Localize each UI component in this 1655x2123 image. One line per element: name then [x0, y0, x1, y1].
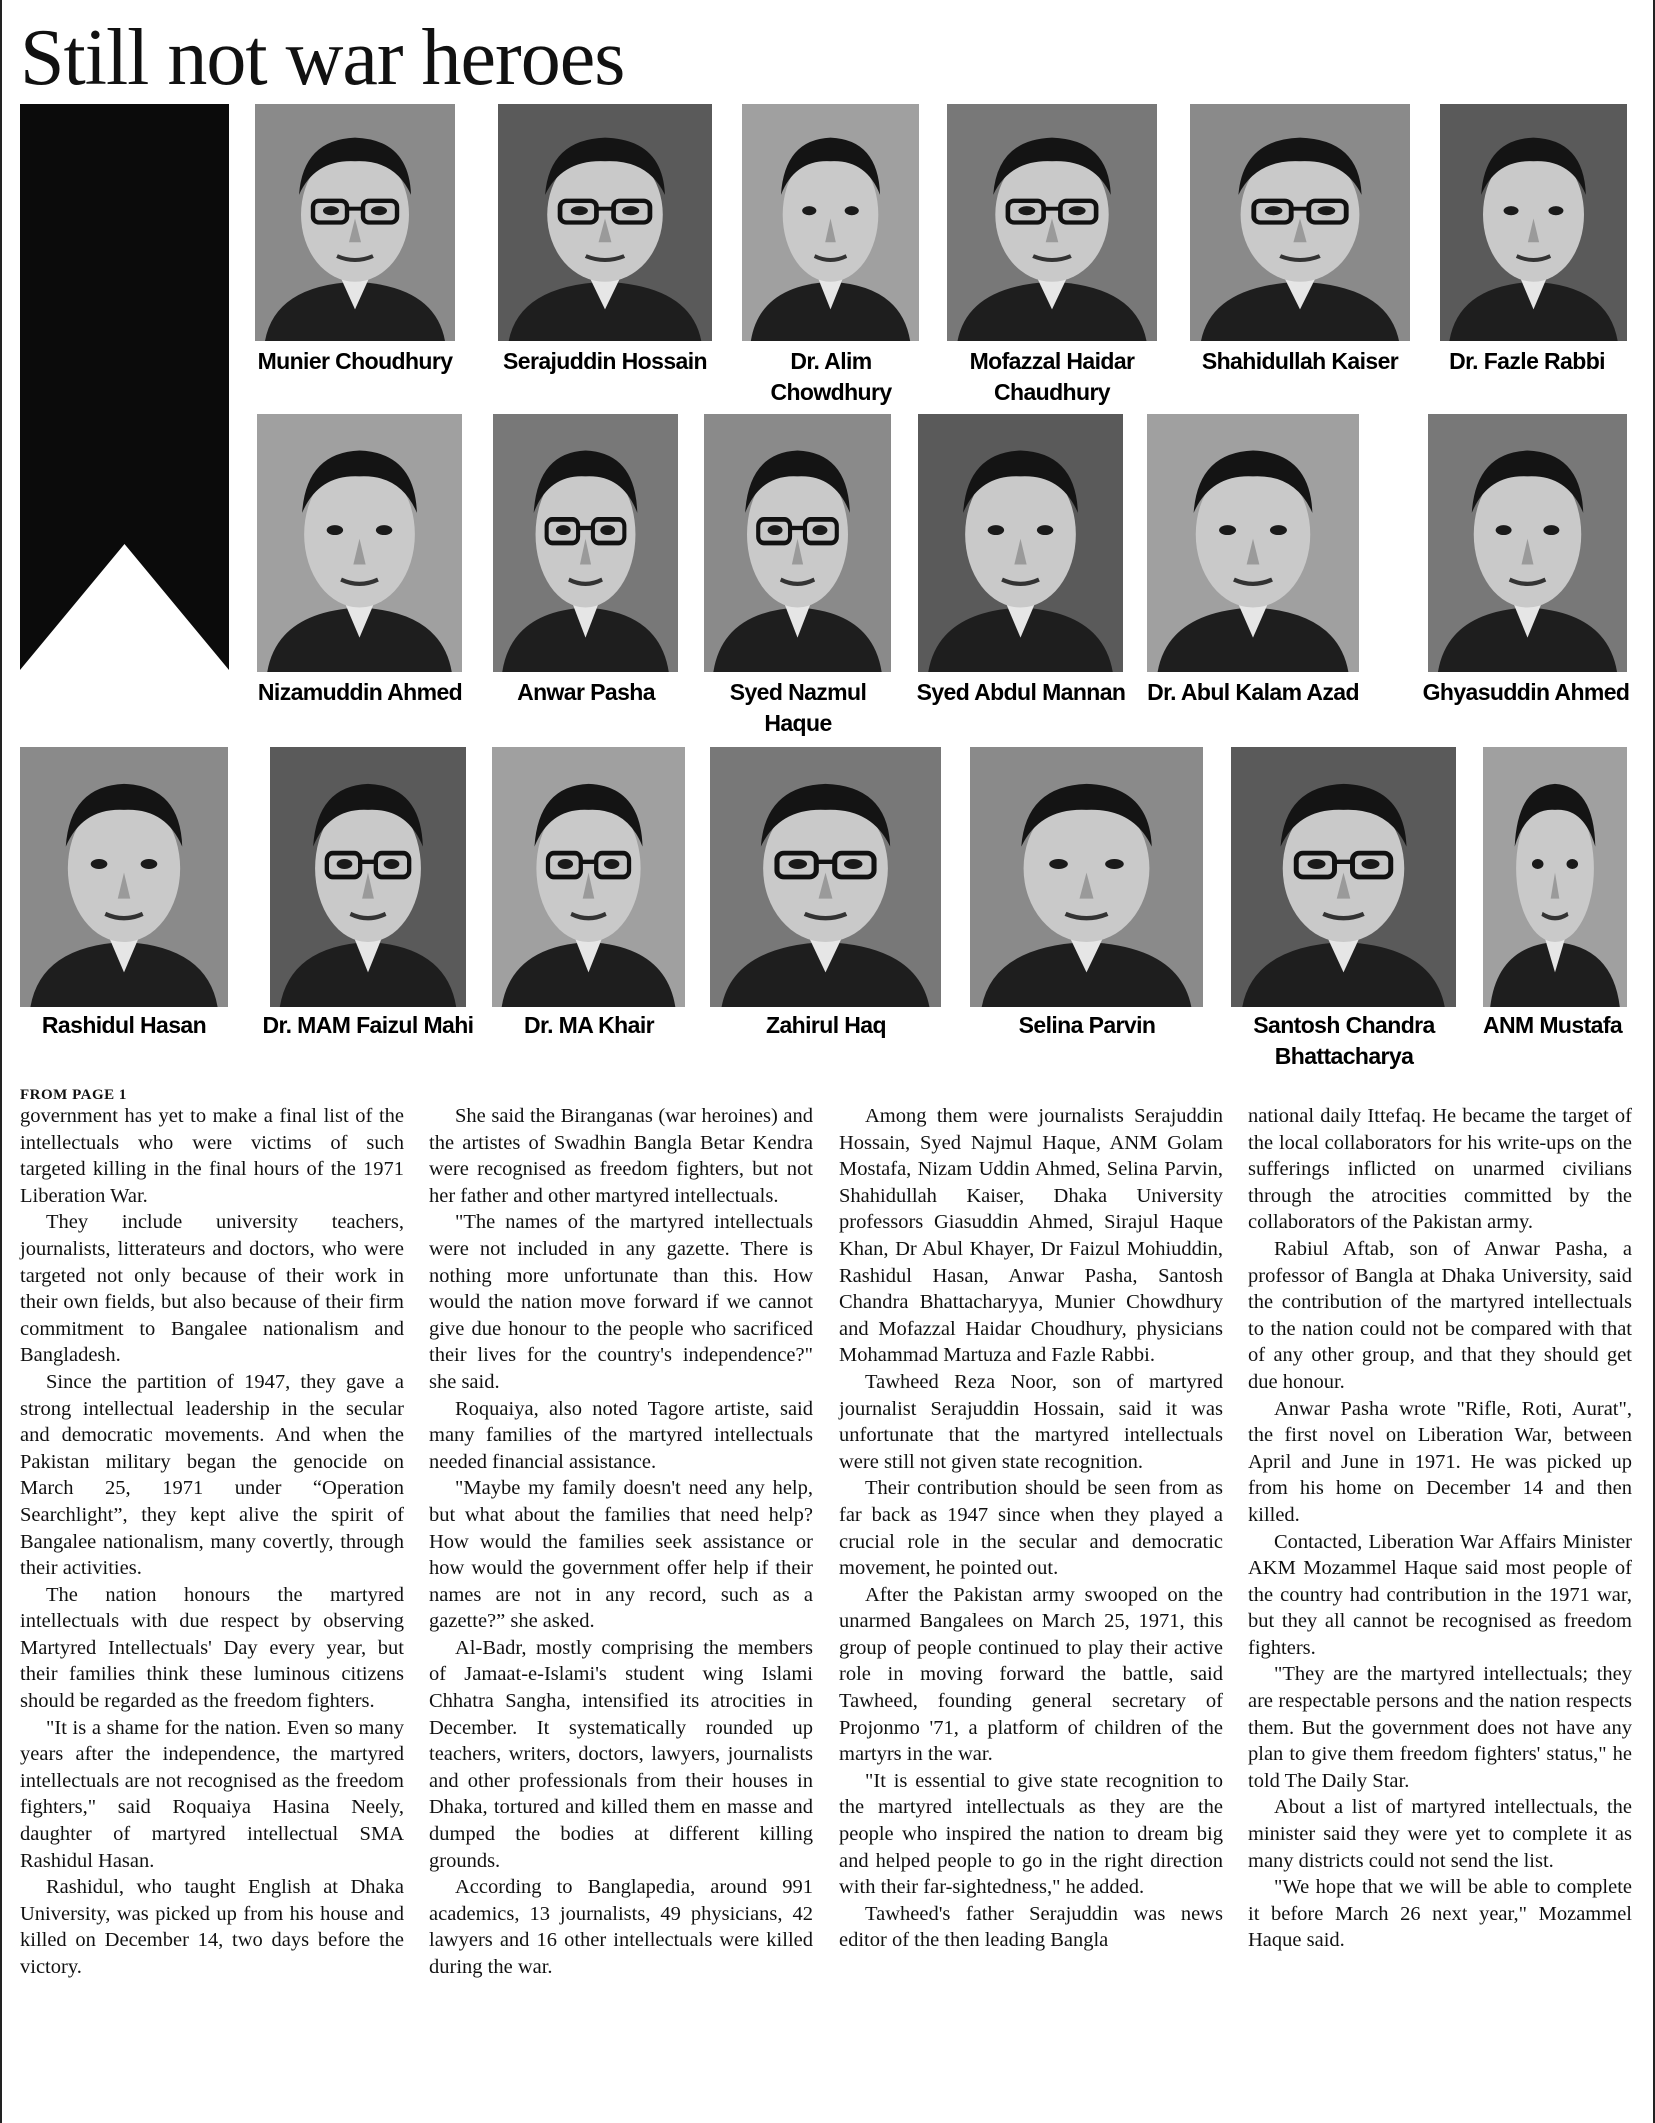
- portrait-photo: [498, 104, 712, 341]
- portrait-caption: Nizamuddin Ahmed: [257, 679, 463, 705]
- portrait-photo: [704, 414, 891, 672]
- portrait-caption: Mofazzal Haidar Chaudhury: [969, 348, 1135, 405]
- portrait-photo: [742, 104, 919, 341]
- article-paragraph: Al-Badr, mostly comprising the members of Jamaat-e-Islami's student wing Islami Chhatra Sangha, intensified its atrocities in December. It systematically rounded up teachers, writers, doctors, lawyers, journalists and other professionals from their houses in Dhaka, tortured and killed them en masse and dumped the bodies at different killing grounds.: [429, 1636, 813, 1872]
- article-paragraph: "They are the martyred intellectuals; they are respectable persons and the nation respects them. But the government does not have any plan to give them freedom fighters' status," he told The Daily Star.: [1248, 1663, 1632, 1792]
- portrait-photo: [1147, 414, 1359, 672]
- portrait-caption: Shahidullah Kaiser: [1201, 348, 1399, 374]
- article-paragraph: "We hope that we will be able to complete it before March 26 next year," Mozammel Haque said.: [1248, 1876, 1632, 1952]
- article-column: [1248, 1103, 1632, 1954]
- article-paragraph: Rashidul, who taught English at Dhaka University, was picked up from his house and killed on December 14, two days before the victory.: [20, 1876, 404, 1978]
- portrait-photo: [1440, 104, 1627, 341]
- portrait-caption: Munier Choudhury: [257, 348, 453, 374]
- portrait-caption: Selina Parvin: [1018, 1012, 1156, 1038]
- article-paragraph: Contacted, Liberation War Affairs Minister AKM Mozammel Haque said most people of the country had contribution in the 1971 war, but they all cannot be recognised as freedom fighters.: [1248, 1530, 1632, 1659]
- article-paragraph: About a list of martyred intellectuals, the minister said they were yet to complete it as many districts could not send the list.: [1248, 1796, 1632, 1872]
- portrait-photo: [257, 414, 462, 672]
- portrait-caption: Dr. Fazle Rabbi: [1449, 348, 1605, 374]
- portrait-photo: [1190, 104, 1410, 341]
- article-paragraph: government has yet to make a final list of the intellectuals who were victims of such targeted killing in the final hours of the 1971 Liberation War.: [20, 1105, 404, 1207]
- portrait-caption: Syed Nazmul Haque: [729, 679, 867, 736]
- article-column: [20, 1103, 404, 1981]
- portrait-photo: [947, 104, 1157, 341]
- article-paragraph: Their contribution should be seen from as far back as 1947 since when they played a crucial role in the secular and democratic movement, he pointed out.: [839, 1477, 1223, 1580]
- portrait-photo: [492, 747, 685, 1007]
- article-paragraph: The nation honours the martyred intellectuals with due respect by observing Martyred Intellectuals' Day every year, but their families think these luminous citizens should be regarded as the freedom fighters.: [20, 1583, 404, 1713]
- article-paragraph: Since the partition of 1947, they gave a strong intellectual leadership in the secular and democratic movements. And when the Pakistan military began the genocide on March 25, 1971 under “Operation Searchlight”, they kept alive the spirit of Bangalee nationalism, many covertly, through their activities.: [20, 1370, 404, 1580]
- portrait-caption: Zahirul Haq: [766, 1012, 886, 1038]
- portrait-photo: [918, 414, 1123, 672]
- article-paragraph: After the Pakistan army swooped on the unarmed Bangalees on March 25, 1971, this group of people continued to play their active role in moving forward the battle, said Tawheed, founding general secretary of Projonmo '71, a platform of children of the martyrs in the war.: [839, 1583, 1223, 1766]
- article-paragraph: According to Banglapedia, around 991 academics, 13 journalists, 49 physicians, 42 lawyers and 16 other intellectuals were killed during the war.: [429, 1876, 813, 1978]
- article-paragraph: They include university teachers, journalists, litterateurs and doctors, who were targeted not only because of their work in their own fields, but also because of their firm commitment to Bangalee nationalism and Bangladesh.: [20, 1211, 404, 1367]
- portrait-photo: [270, 747, 466, 1007]
- article-paragraph: Anwar Pasha wrote "Rifle, Roti, Aurat", the first novel on Liberation War, between April and June in 1971. He was picked up from his home on December 14 and then killed.: [1248, 1397, 1632, 1526]
- article-paragraph: She said the Biranganas (war heroines) and the artistes of Swadhin Bangla Betar Kendra were recognised as freedom fighters, but not her father and other martyred intellectuals.: [429, 1105, 813, 1207]
- portrait-caption: Ghyasuddin Ahmed: [1422, 679, 1630, 705]
- portrait-photo: [1483, 747, 1627, 1007]
- portrait-photo: [255, 104, 455, 341]
- portrait-caption: Dr. Abul Kalam Azad: [1147, 679, 1359, 705]
- article-paragraph: "It is essential to give state recognition to the martyred intellectuals as they are the people who inspired the nation to dream big and helped people to go in the right direction with their far-sightedness," he added.: [839, 1769, 1223, 1899]
- article-column: [839, 1103, 1223, 1954]
- portrait-caption: Syed Abdul Mannan: [916, 679, 1126, 705]
- portrait-caption: Serajuddin Hossain: [503, 348, 707, 374]
- portrait-photo: [493, 414, 678, 672]
- article-paragraph: "It is a shame for the nation. Even so many years after the independence, the martyred intellectuals are not recognised as the freedom fighters," said Roquaiya Hasina Neely, daughter of martyred intellectual SMA Rashidul Hasan.: [20, 1716, 404, 1872]
- headline: Still not war heroes: [20, 14, 625, 102]
- article-paragraph: "The names of the martyred intellectuals were not included in any gazette. There is nothing more unfortunate than this. How would the nation move forward if we cannot give due honour to the people who sacrificed their lives for the country's independence?" she said.: [429, 1211, 813, 1393]
- portrait-caption: Dr. Alim Chowdhury: [770, 348, 892, 405]
- portrait-photo: [710, 747, 941, 1007]
- portrait-caption: Santosh Chandra Bhattacharya: [1253, 1012, 1435, 1069]
- portrait-caption: Rashidul Hasan: [41, 1012, 207, 1038]
- article-paragraph: Rabiul Aftab, son of Anwar Pasha, a professor of Bangla at Dhaka University, said the contribution of the martyred intellectuals to the nation could not be compared with that of any other group, and that they should get due honour.: [1248, 1237, 1632, 1393]
- article-paragraph: national daily Ittefaq. He became the target of the local collaborators for his write-ups on the sufferings inflicted on unarmed civilians through the atrocities committed by the collaborators of the Pakistan army.: [1248, 1105, 1632, 1234]
- article-paragraph: Tawheed's father Serajuddin was news editor of the then leading Bangla: [839, 1902, 1223, 1952]
- article-paragraph: "Maybe my family doesn't need any help, but what about the families that need help? How would the families seek assistance or how would the government offer help if their names are not in any record, such as a gazette?” she asked.: [429, 1477, 813, 1633]
- portrait-caption: Anwar Pasha: [517, 679, 655, 705]
- portrait-photo: [1231, 747, 1456, 1007]
- portrait-caption: ANM Mustafa: [1483, 1012, 1623, 1038]
- article-paragraph: Roquaiya, also noted Tagore artiste, said many families of the martyred intellectuals needed financial assistance.: [429, 1397, 813, 1473]
- portrait-caption: Dr. MA Khair: [524, 1012, 654, 1038]
- article-paragraph: Tawheed Reza Noor, son of martyred journalist Serajuddin Hossain, said it was unfortunate that the martyred intellectuals were still not given state recognition.: [839, 1370, 1223, 1473]
- article-column: [429, 1103, 813, 1981]
- portrait-caption: Dr. MAM Faizul Mahi: [262, 1012, 474, 1038]
- from-page-label: FROM PAGE 1: [20, 1087, 127, 1103]
- mourning-ribbon: [20, 104, 229, 670]
- portrait-photo: [970, 747, 1203, 1007]
- portrait-photo: [20, 747, 228, 1007]
- portrait-photo: [1428, 414, 1627, 672]
- article-paragraph: Among them were journalists Serajuddin Hossain, Syed Najmul Haque, ANM Golam Mostafa, Nizam Uddin Ahmed, Selina Parvin, Shahidullah Kaiser, Dhaka University professors Giasuddin Ahmed, Sirajul Haque Khan, Dr Abul Khayer, Dr Faizul Mohiuddin, Rashidul Hasan, Anwar Pasha, Santosh Chandra Bhattacharyya, Munier Chowdhury and Mofazzal Haidar Choudhury, physicians Mohammad Martuza and Fazle Rabbi.: [839, 1105, 1223, 1367]
